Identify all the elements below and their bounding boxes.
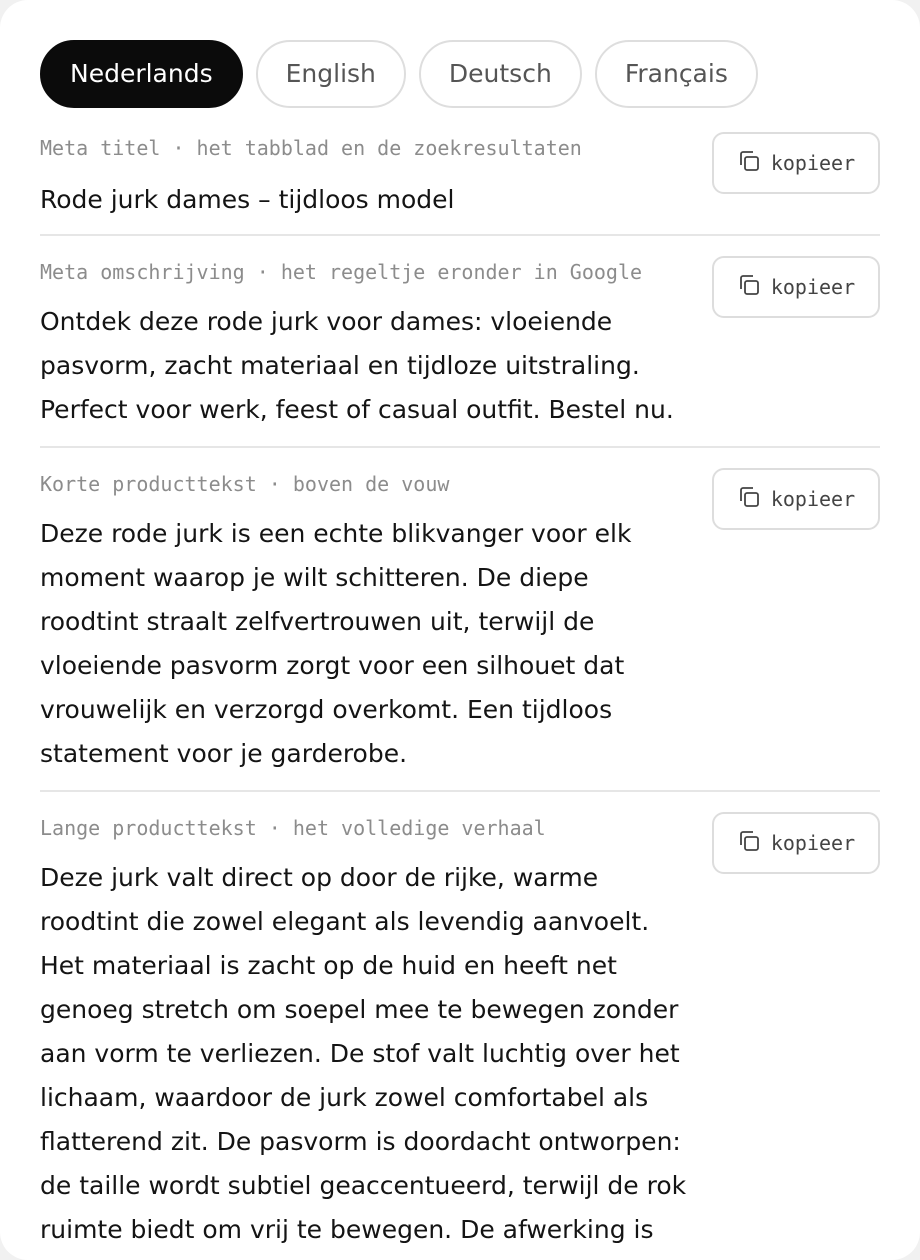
- divider: [40, 234, 880, 236]
- long-text-section: [40, 816, 880, 1252]
- copy-icon: [737, 273, 761, 302]
- section-label: Korte producttekst · boven de vouw: [40, 472, 450, 496]
- copy-button-label: kopieer: [770, 151, 856, 175]
- copy-icon: [737, 485, 761, 514]
- copy-button-label: kopieer: [770, 831, 856, 855]
- copy-button[interactable]: [712, 468, 880, 530]
- copy-icon: [737, 829, 761, 858]
- meta-title-section: [40, 136, 880, 222]
- copy-button[interactable]: [712, 812, 880, 874]
- tab-francais[interactable]: Français: [595, 40, 758, 108]
- section-text: Rode jurk dames – tijdloos model: [40, 185, 455, 214]
- copy-button[interactable]: [712, 132, 880, 194]
- tab-deutsch[interactable]: Deutsch: [419, 40, 582, 108]
- copy-button[interactable]: [712, 256, 880, 318]
- section-text: Ontdek deze rode jurk voor dames: vloeiende pasvorm, zacht materiaal en tijdloze uitstraling. Perfect voor werk, feest of casual outfit. Bestel nu.: [40, 307, 674, 424]
- copy-icon: [737, 149, 761, 178]
- language-tabs: [40, 40, 758, 108]
- section-label: Lange producttekst · het volledige verhaal: [40, 816, 546, 840]
- copy-button-label: kopieer: [770, 275, 856, 299]
- tab-english[interactable]: English: [256, 40, 406, 108]
- section-label: Meta omschrijving · het regeltje eronder in Google: [40, 260, 643, 284]
- section-text: Deze rode jurk is een echte blikvanger voor elk moment waarop je wilt schitteren. De diepe roodtint straalt zelfvertrouwen uit, terwijl de vloeiende pasvorm zorgt voor een silhouet dat vrouwelijk en verzorgd overkomt. Een tijdloos statement voor je garderobe.: [40, 519, 632, 768]
- tab-nederlands[interactable]: Nederlands: [40, 40, 243, 108]
- section-label: Meta titel · het tabblad en de zoekresultaten: [40, 136, 582, 160]
- divider: [40, 446, 880, 448]
- divider: [40, 790, 880, 792]
- copy-button-label: kopieer: [770, 487, 856, 511]
- section-text: Deze jurk valt direct op door de rijke, warme roodtint die zowel elegant als levendig aanvoelt. Het materiaal is zacht op de huid en heeft net genoeg stretch om soepel mee te bewegen zonder aan vorm te verliezen. De stof valt luchtig over het lichaam, waardoor de jurk zowel comfortabel als flatterend zit. De pasvorm is doordacht ontworpen: de taille wordt subtiel geaccentueerd, terwijl de rok ruimte biedt om vrij te bewegen. De afwerking is: [40, 863, 687, 1244]
- short-text-section: [40, 472, 880, 776]
- meta-description-section: [40, 260, 880, 432]
